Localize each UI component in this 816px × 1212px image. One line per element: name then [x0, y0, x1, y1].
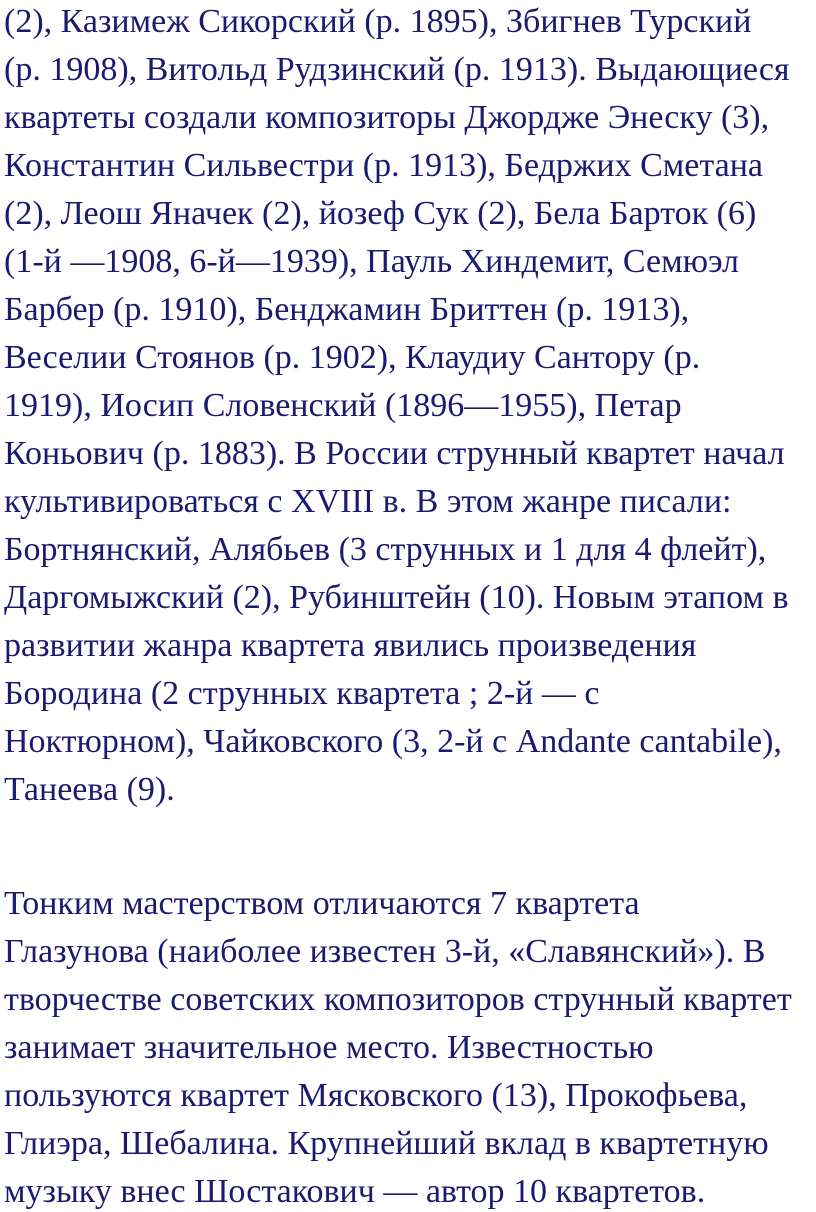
text-line: пользуются квартет Мясковского (13), Прокофьева,: [4, 1077, 748, 1114]
text-line: Бородина (2 струнных квартета ; 2-й — с: [4, 675, 600, 712]
text-line: Ноктюрном), Чайковского (3, 2-й с Andante cantabile),: [4, 723, 782, 760]
text-line: Коньович (р. 1883). В России струнный квартет начал: [4, 435, 785, 472]
text-line: Глазунова (наиболее известен 3-й, «Славянский»). В: [4, 933, 766, 970]
text-line: квартеты создали композиторы Джордже Энеску (3),: [4, 99, 770, 136]
text-line: Тонким мастерством отличаются 7 квартета: [4, 885, 640, 922]
text-line: музыку внес Шостакович — автор 10 квартетов.: [4, 1173, 706, 1210]
text-line: Барбер (р. 1910), Бенджамин Бриттен (р. 1913),: [4, 291, 690, 328]
text-line: культивироваться с XVIII в. В этом жанре писали:: [4, 483, 732, 520]
text-line: 1919), Иосип Словенский (1896—1955), Петар: [4, 387, 682, 424]
text-line: творчестве советских композиторов струнный квартет: [4, 981, 792, 1018]
text-line: занимает значительное место. Известностью: [4, 1029, 654, 1066]
text-line: (2), Леош Яначек (2), йозеф Сук (2), Бела Барток (6): [4, 195, 757, 232]
text-line: Танеева (9).: [4, 771, 175, 808]
text-line: Даргомыжский (2), Рубинштейн (10). Новым этапом в: [4, 579, 789, 616]
text-line: развитии жанра квартета явились произведения: [4, 627, 697, 664]
text-line: Глиэра, Шебалина. Крупнейший вклад в квартетную: [4, 1125, 769, 1162]
text-line: (1-й —1908, 6-й—1939), Пауль Хиндемит, Семюэл: [4, 243, 739, 280]
text-line: Константин Сильвестри (р. 1913), Бедржих Сметана: [4, 147, 764, 184]
text-line: (2), Казимеж Сикорский (р. 1895), Збигнев Турский: [4, 3, 752, 40]
text-line: Веселии Стоянов (р. 1902), Клаудиу Сантору (р.: [4, 339, 701, 376]
text-line: Бортнянский, Алябьев (3 струнных и 1 для 4 флейт),: [4, 531, 767, 568]
text-line: (р. 1908), Витольд Рудзинский (р. 1913). Выдающиеся: [4, 51, 790, 88]
